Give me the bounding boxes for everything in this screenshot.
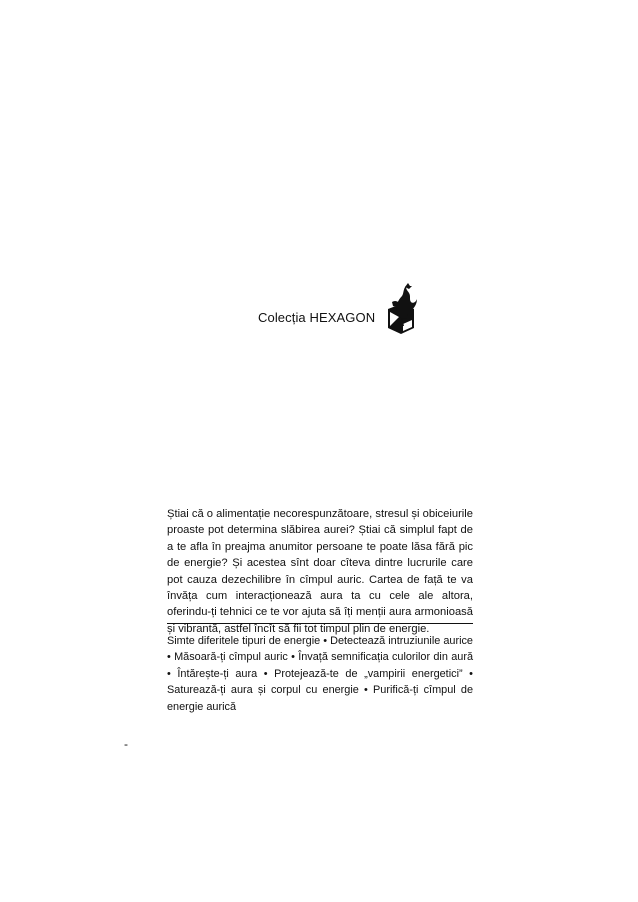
collection-label: Colecția HEXAGON	[258, 310, 376, 325]
hexagon-eagle-logo-icon	[382, 282, 420, 338]
stray-mark: -	[124, 737, 128, 751]
features-list: Simte diferitele tipuri de energie • Detectează intruziunile aurice • Măsoară-ți cîmpul auric • Învață semnificația culorilor din aură • Întărește-ți aura • Protejează-te de „vampirii energetici” • Saturează-ți aura și corpul cu energie • Purifică-ți cîmpul de energie aurică	[167, 635, 473, 713]
divider-rule	[167, 623, 473, 624]
book-description: Știai că o alimentație necorespunzătoare, stresul și obiceiurile proaste pot determina slăbirea aurei? Știai că simplul fapt de a te afla în preajma anumitor persoane te poate lăsa fără pic de energie? Și acestea sînt doar cîteva dintre lucrurile care pot cauza dezechilibre în cîmpul auric. Cartea de față te va învăța cum interacționează aura ta cu cele ale altora, oferindu-ți tehnici ce te vor ajuta să îți menții aura armonioasă și vibrantă, astfel încît să fii tot timpul plin de energie.	[167, 508, 473, 635]
